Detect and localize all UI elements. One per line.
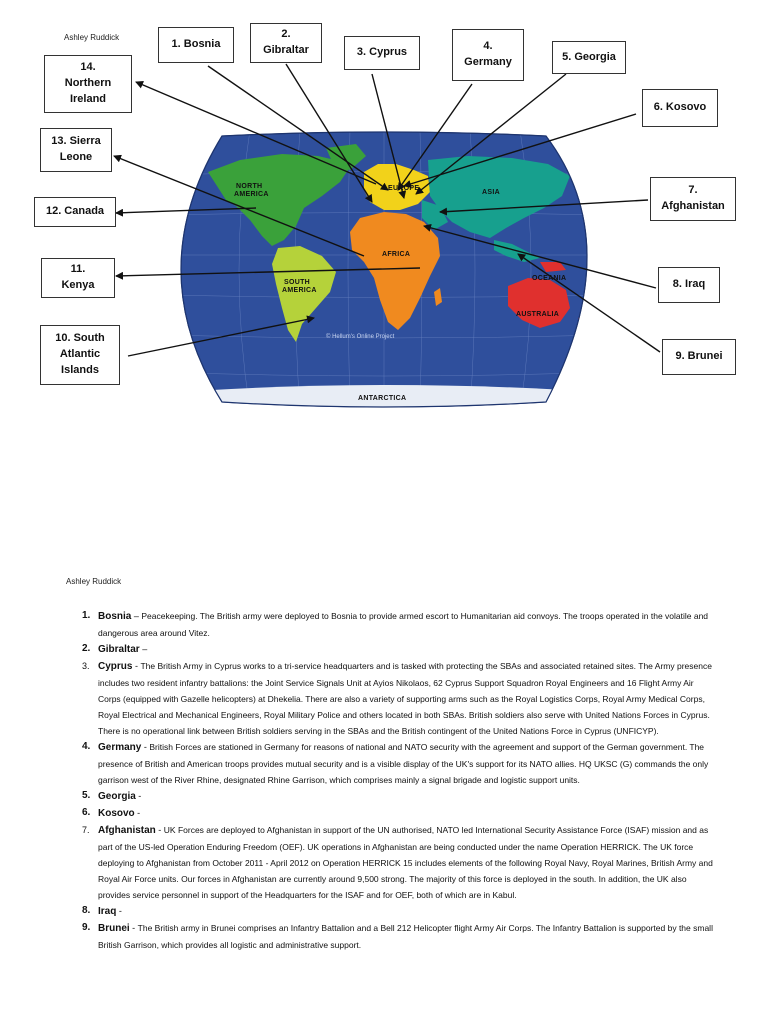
note-separator: – xyxy=(131,611,142,621)
label-sierra-leone xyxy=(40,128,112,172)
note-item xyxy=(78,739,718,788)
note-text: British Forces are stationed in Germany for reasons of national and NATO security with the agreement and support of the German government. The presence of British and American troops provides mutual security and is a visible display of the UK's support for its NATO allies. HQ UKSC (G) commands the only garrison west of the River Rhine, designated Rhine Garrison, which comprises mainly a signal brigade and logistic support units. xyxy=(98,742,709,785)
note-number: 7. xyxy=(82,825,90,835)
label-text: 10. South xyxy=(55,332,105,345)
note-item xyxy=(78,641,718,658)
note-text: The British Army in Cyprus works to a tri-service headquarters and is tasked with protecting the SBAs and associated retained sites. The Army presence includes two resident infantry battalions: the Joint Service Signals Unit at Ayios Nikolaos, 62 Cyprus Support Squadron Royal Engineers and 16 Flight Army Air Corps (equipped with Gazelle helicopters) at Dhekelia. There are also a variety of supporting arms such as the Royal Logistics Corps, Royal Army Medical Corps, Royal Electrical and Mechanical Engineers, Royal Military Police and others located in both SBAs. British soldiers also serve with United Nations Forces in Cyprus. There is no operational link between British soldiers serving in the SBAs and the British contingent of the United Nations Force in Cyprus (UNFICYP). xyxy=(98,661,712,736)
note-item xyxy=(78,822,718,903)
map-label-antarctica: ANTARCTICA xyxy=(358,395,407,402)
note-number: 5. xyxy=(82,790,91,801)
map-label-africa: AFRICA xyxy=(382,251,411,258)
label-bosnia xyxy=(158,27,234,63)
note-term: Kosovo xyxy=(98,808,135,819)
label-northern-ireland xyxy=(44,55,132,113)
note-term: Gibraltar xyxy=(98,644,140,655)
label-text: 13. Sierra xyxy=(51,135,101,148)
note-term: Bosnia xyxy=(98,611,132,622)
note-text: Peacekeeping. The British army were deployed to Bosnia to provide armed escort to Humanitarian aid convoys. The troops operated in the volatile and dangerous area around Vitez. xyxy=(98,611,709,638)
label-text: 1. Bosnia xyxy=(171,38,221,51)
label-text: 8. Iraq xyxy=(672,278,706,291)
note-number: 1. xyxy=(82,610,91,621)
map-label-asia: ASIA xyxy=(482,189,500,196)
label-south-atlantic-islands xyxy=(40,325,120,385)
note-text: UK Forces are deployed to Afghanistan in support of the UN authorised, NATO led International Security Assistance Force (ISAF) mission and as part of the US-led Operation Enduring Freedom (OEF). UK operations in Afghanistan are being conducted under the name Operation HERRICK. The UK force deploying to Afghanistan from October 2011 - April 2012 on Operation HERRICK 15 includes elements of the following Royal Navy, Royal Marines, British Army and Royal Air Force units. Our forces in Afghanistan are currently around 9,500 strong. The majority of this force is deployed in the south. In addition, the UK also provides service personnel in support of the Headquarters for the ISAF and for OEF, both of which are in Kabul. xyxy=(98,825,713,900)
note-text: The British army in Brunei comprises an Infantry Battalion and a Bell 212 Helicopter flight Army Air Corps. The Infantry Battalion is supported by the small British Garrison, which provides all logistic and administrative support. xyxy=(98,923,713,950)
note-separator: - xyxy=(132,661,141,671)
note-item xyxy=(78,920,718,953)
note-term: Germany xyxy=(98,742,142,753)
label-text: Germany xyxy=(464,56,512,68)
label-text: 4. xyxy=(483,40,493,53)
deployment-notes-list xyxy=(78,608,718,953)
map-label-north-america: NORTH xyxy=(236,183,263,190)
note-item xyxy=(78,658,718,739)
note-term: Iraq xyxy=(98,906,117,917)
note-separator: - xyxy=(141,742,150,752)
map-label-oceania: OCEANIA xyxy=(532,275,567,282)
label-text: 6. Kosovo xyxy=(653,101,707,114)
label-brunei xyxy=(662,339,736,375)
label-text: 11. xyxy=(70,263,86,276)
label-text: Kenya xyxy=(61,279,95,291)
note-number: 9. xyxy=(82,922,91,933)
note-term: Afghanistan xyxy=(98,825,156,836)
label-text: Gibraltar xyxy=(263,44,309,56)
label-text: Atlantic xyxy=(59,348,101,361)
note-item xyxy=(78,805,718,822)
label-kosovo xyxy=(642,89,718,127)
note-term: Brunei xyxy=(98,923,130,934)
note-separator: - xyxy=(155,825,164,835)
label-afghanistan xyxy=(650,177,736,221)
note-term: Georgia xyxy=(98,791,136,802)
note-separator: - xyxy=(129,923,138,933)
note-item xyxy=(78,608,718,641)
label-georgia xyxy=(552,41,626,74)
note-item xyxy=(78,903,718,920)
note-number: 4. xyxy=(82,741,91,752)
label-text: Northern xyxy=(64,77,112,90)
label-text: 12. Canada xyxy=(45,205,105,218)
label-text: 3. Cyprus xyxy=(356,46,408,59)
map-label-south-america: SOUTH xyxy=(284,279,310,286)
label-text: 7. xyxy=(688,184,698,197)
note-number: 6. xyxy=(82,807,91,818)
label-text: 2. xyxy=(281,28,291,41)
label-text: Leone xyxy=(59,151,93,163)
label-text: Islands xyxy=(61,363,99,376)
map-label-south-america-2: AMERICA xyxy=(282,287,317,294)
label-kenya xyxy=(41,258,115,298)
author-name-bottom: Ashley Ruddick xyxy=(66,577,122,586)
note-separator: - xyxy=(116,906,122,916)
note-separator: – xyxy=(139,644,148,654)
label-cyprus xyxy=(344,36,420,70)
label-text: Ireland xyxy=(69,92,107,105)
label-text: Afghanistan xyxy=(661,200,725,212)
map-label-north-america-2: AMERICA xyxy=(234,191,269,198)
label-text: 5. Georgia xyxy=(562,50,616,63)
map-label-europe: EUROPE xyxy=(388,185,420,192)
note-separator: - xyxy=(135,791,142,801)
note-term: Cyprus xyxy=(98,661,133,672)
label-text: 14. xyxy=(80,61,96,74)
label-gibraltar xyxy=(250,23,322,63)
author-name-top: Ashley Ruddick xyxy=(64,33,120,42)
note-number: 2. xyxy=(82,643,91,654)
label-canada xyxy=(34,197,116,227)
note-number: 8. xyxy=(82,905,91,916)
label-germany xyxy=(452,29,524,81)
map-watermark: © Hellum's Online Project xyxy=(326,334,395,340)
map-label-australia: AUSTRALIA xyxy=(516,311,560,318)
note-number: 3. xyxy=(82,661,90,671)
note-separator: - xyxy=(134,808,141,818)
note-item xyxy=(78,788,718,805)
label-text: 9. Brunei xyxy=(675,350,723,363)
label-iraq xyxy=(658,267,720,303)
